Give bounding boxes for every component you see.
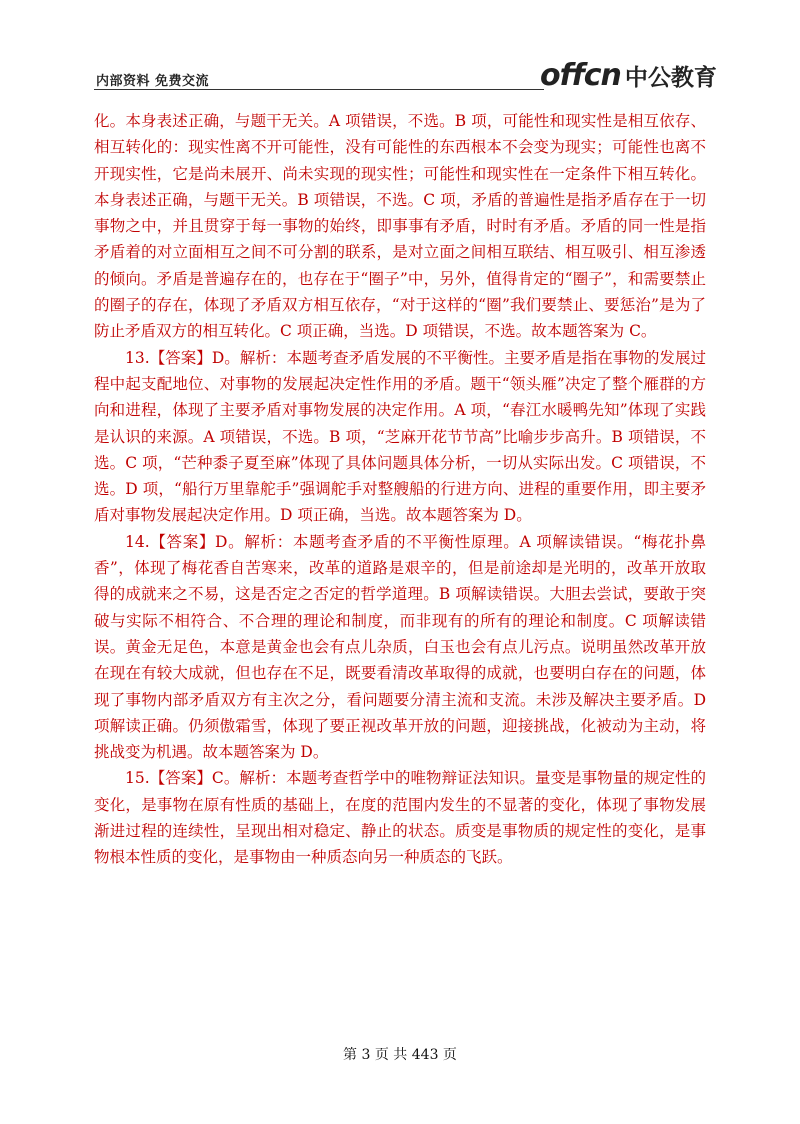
header-left-text: 内部资料 免费交流 <box>96 74 210 89</box>
header-divider <box>94 89 544 90</box>
paragraph-answer-13: 13.【答案】D。解析：本题考查矛盾发展的不平衡性。主要矛盾是指在事物的发展过程中起支配地位、对事物的发展起决定性作用的矛盾。题干“领头雁”决定了整个雁群的方向和进程，体现了主要矛盾对事物发展的决定作用。A 项，“春江水暖鸭先知”体现了实践是认识的来源。A 项错误，不选。B 项，“芝麻开花节节高”比喻步步高升。B 项错误，不选。C 项，“芒种黍子夏至麻”体现了具体问题具体分析，一切从实际出发。C 项错误，不选。D 项，“船行万里靠舵手”强调舵手对整艘船的行进方向、进程的重要作用，即主要矛盾对事物发展起决定作用。D 项正确，当选。故本题答案为 D。 <box>94 348 706 525</box>
paragraph-answer-15: 15.【答案】C。解析：本题考查哲学中的唯物辩证法知识。量变是事物量的规定性的变化，是事物在原有性质的基础上，在度的范围内发生的不显著的变化，体现了事物发展渐进过程的连续性，呈现出相对稳定、静止的状态。质变是事物质的规定性的变化，是事物根本性质的变化，是事物由一种质态向另一种质态的飞跃。 <box>94 769 706 867</box>
paragraph-continuation: 化。本身表述正确，与题干无关。A 项错误，不选。B 项，可能性和现实性是相互依存、相互转化的：现实性离不开可能性，没有可能性的东西根本不会变为现实；可能性也离不开现实性，它是尚未展开、尚未实现的现实性；可能性和现实性在一定条件下相互转化。本身表述正确，与题干无关。B 项错误，不选。C 项，矛盾的普遍性是指矛盾存在于一切事物之中，并且贯穿于每一事物的始终，即事事有矛盾，时时有矛盾。矛盾的同一性是指矛盾着的对立面相互之间不可分割的联系，是对立面之间相互联结、相互吸引、相互渗透的倾向。矛盾是普遍存在的，也存在于“圈子”中，另外，值得肯定的“圈子”，和需要禁止的圈子的存在，体现了矛盾双方相互依存，“对于这样的“圈”我们要禁止、要惩治”是为了防止矛盾双方的相互转化。C 项正确，当选。D 项错误，不选。故本题答案为 C。 <box>94 112 706 341</box>
offcn-logo <box>540 58 717 92</box>
page-number: 第 3 页 共 443 页 <box>343 1047 457 1063</box>
document-body <box>94 108 706 871</box>
logo-cn-text: 中公教育 <box>624 64 717 91</box>
logo-latin-text: offcn <box>540 57 621 93</box>
paragraph-answer-14: 14.【答案】D。解析：本题考查矛盾的不平衡性原理。A 项解读错误。“梅花扑鼻香”，体现了梅花香自苦寒来，改革的道路是艰辛的，但是前途却是光明的，改革开放取得的成就来之不易，这是否定之否定的哲学道理。B 项解读错误。大胆去尝试，要敢于突破与实际不相符合、不合理的理论和制度，而非现有的所有的理论和制度。C 项解读错误。黄金无足色，本意是黄金也会有点儿杂质，白玉也会有点儿污点。说明虽然改革开放在现在有较大成就，但也存在不足，既要看清改革取得的成就，也要明白存在的问题，体现了事物内部矛盾双方有主次之分，看问题要分清主流和支流。未涉及解决主要矛盾。D 项解读正确。仍须傲霜雪，体现了要正视改革开放的问题，迎接挑战，化被动为主动，将挑战变为机遇。故本题答案为 D。 <box>94 532 706 762</box>
